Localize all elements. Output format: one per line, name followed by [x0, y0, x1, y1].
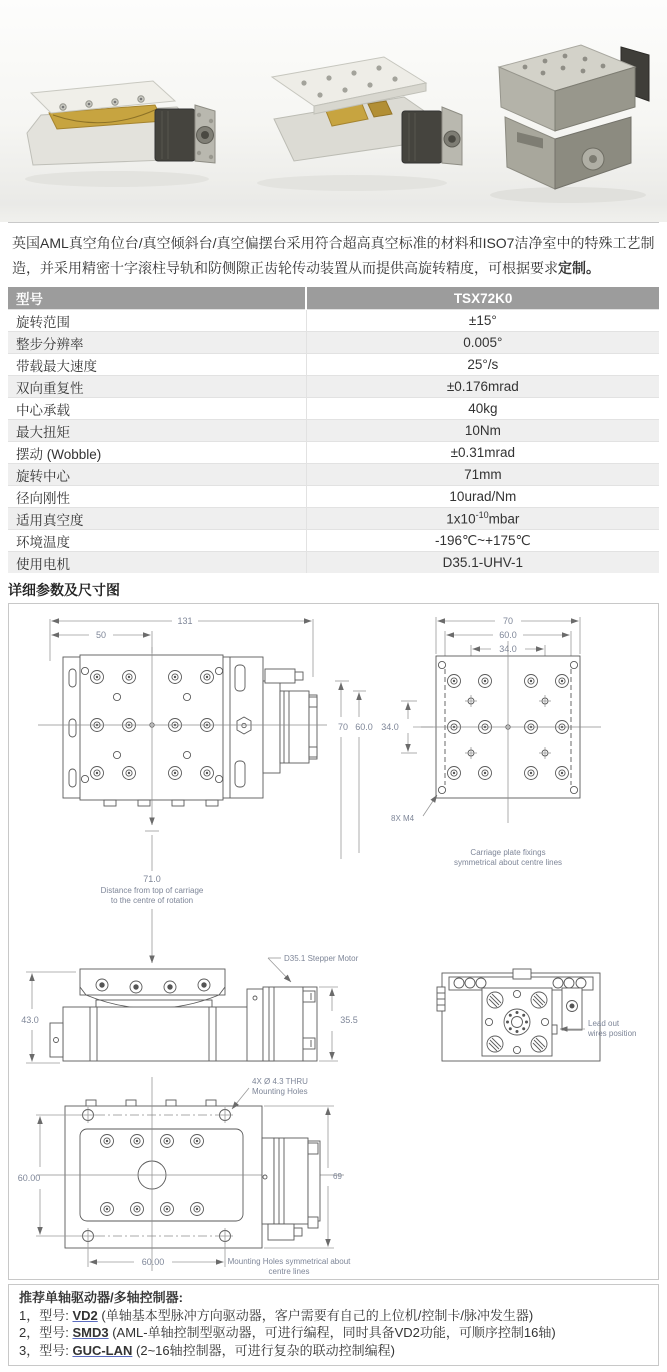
spec-param: 适用真空度 [8, 508, 306, 530]
plate-dim-70: 70 [502, 616, 514, 626]
spec-row [8, 332, 659, 354]
spec-table [8, 287, 659, 573]
section-title: 详细参数及尺寸图 [8, 582, 120, 598]
plate-vdim-70: 70 [337, 722, 349, 732]
product-photo-3 [473, 9, 663, 214]
spec-param: 双向重复性 [8, 376, 306, 398]
description-text: 英国AML真空角位台/真空倾斜台/真空偏摆台采用符合超高真空标准的材料和ISO7洁净室中的特殊工艺制造，并采用精密十字滚柱导轨和防侧隙正齿轮传动装置从而提供高旋转精度，可根据要求 [12, 235, 655, 276]
product-photo-1 [5, 11, 230, 211]
recommendations-title: 推荐单轴驱动器/多轴控制器: [19, 1290, 183, 1305]
spec-param: 旋转范围 [8, 310, 306, 332]
rec-list [19, 1307, 648, 1360]
thread-label: 8X M4 [391, 814, 415, 823]
bottom-dim-right: 69 [333, 1172, 342, 1181]
recommendations-box [8, 1284, 659, 1366]
bottom-dim-bottom: 60.00 [141, 1257, 165, 1267]
rotation-note-1: Distance from top of carriage [100, 886, 204, 895]
spec-value: $1x10^{-10}mbar$ [306, 508, 659, 530]
spec-row [8, 376, 659, 398]
spec-header-param: 型号 [8, 287, 306, 310]
spec-row [8, 398, 659, 420]
dim-50: 50 [95, 630, 107, 640]
leadout-label-2: wires position [588, 1029, 637, 1038]
spec-value: -196℃~+175℃ [306, 530, 659, 552]
spec-value: 10Nm [306, 420, 659, 442]
mounting-holes-label-1: 4X Ø 4.3 THRU [252, 1077, 308, 1086]
spec-header-row [8, 287, 659, 310]
dim-35-5: 35.5 [340, 1015, 358, 1025]
spec-value: 10urad/Nm [306, 486, 659, 508]
bottom-caption-1: Mounting Holes symmetrical about [227, 1257, 351, 1266]
product-photo-strip [0, 0, 667, 222]
spec-value: ±15° [306, 310, 659, 332]
spec-param: 最大扭矩 [8, 420, 306, 442]
dimension-drawings-box [8, 603, 659, 1280]
spec-row [8, 420, 659, 442]
product-photo-2 [234, 11, 469, 211]
rec-item: 1，型号: VD2 (单轴基本型脉冲方向驱动器，客户需要有自己的上位机/控制卡/脉冲发生器) [19, 1307, 534, 1323]
rec-item: 2，型号: SMD3 (AML-单轴控制型驱动器，可进行编程，同时具备VD2功能，可顺序控制16轴) [19, 1325, 556, 1340]
spec-table-body [8, 310, 659, 574]
driver-link-smd3[interactable]: SMD3 [72, 1325, 109, 1340]
spec-row [8, 508, 659, 530]
plate-dim-60: 60.0 [499, 630, 517, 640]
mounting-holes-label-2: Mounting Holes [252, 1087, 308, 1096]
rotation-note-2: to the centre of rotation [110, 896, 194, 905]
bottom-dim-left: 60.00 [17, 1173, 41, 1183]
driver-link-vd2[interactable]: VD2 [72, 1307, 98, 1323]
spec-value: 71mm [306, 464, 659, 486]
dim-43: 43.0 [21, 1015, 39, 1025]
dim-131: 131 [177, 616, 193, 626]
plate-caption-1: Carriage plate fixings [470, 848, 546, 857]
spec-row [8, 486, 659, 508]
spec-param: 中心承载 [8, 398, 306, 420]
spec-value: 0.005° [306, 332, 659, 354]
spec-row [8, 552, 659, 574]
plate-caption-2: symmetrical about centre lines [453, 858, 563, 867]
drawing-bottom-view [12, 1071, 360, 1278]
spec-row [8, 354, 659, 376]
spec-param: 使用电机 [8, 552, 306, 574]
spec-value: D35.1-UHV-1 [306, 552, 659, 574]
leadout-label-1: Lead out [588, 1019, 620, 1028]
spec-param: 带载最大速度 [8, 354, 306, 376]
plate-vdim-60: 60.0 [355, 722, 373, 732]
spec-value: 25°/s [306, 354, 659, 376]
spec-param: 旋转中心 [8, 464, 306, 486]
spec-param: 环境温度 [8, 530, 306, 552]
spec-param: 径向刚性 [8, 486, 306, 508]
spec-param: 整步分辨率 [8, 332, 306, 354]
plate-vdim-34: 34.0 [381, 722, 399, 732]
spec-row [8, 310, 659, 332]
dim-71: 71.0 [143, 874, 161, 884]
drawing-end-view [437, 943, 658, 1068]
spec-header-value: TSX72K0 [306, 287, 659, 310]
spec-value: ±0.31mrad [306, 442, 659, 464]
spec-value: ±0.176mrad [306, 376, 659, 398]
description-emphasis: 定制。 [558, 260, 600, 276]
spec-row [8, 530, 659, 552]
drawing-carriage-plate [333, 609, 658, 879]
plate-dim-34: 34.0 [499, 644, 517, 654]
spec-param: 摆动 (Wobble) [8, 442, 306, 464]
driver-link-guc-lan[interactable]: GUC-LAN [72, 1342, 133, 1358]
product-description [8, 222, 659, 287]
bottom-caption-2: centre lines [268, 1267, 310, 1276]
spec-value: 40kg [306, 398, 659, 420]
spec-row [8, 464, 659, 486]
spec-row [8, 442, 659, 464]
rec-item: 3，型号: GUC-LAN (2~16轴控制器，可进行复杂的联动控制编程) [19, 1342, 395, 1358]
motor-label: D35.1 Stepper Motor [284, 954, 359, 963]
